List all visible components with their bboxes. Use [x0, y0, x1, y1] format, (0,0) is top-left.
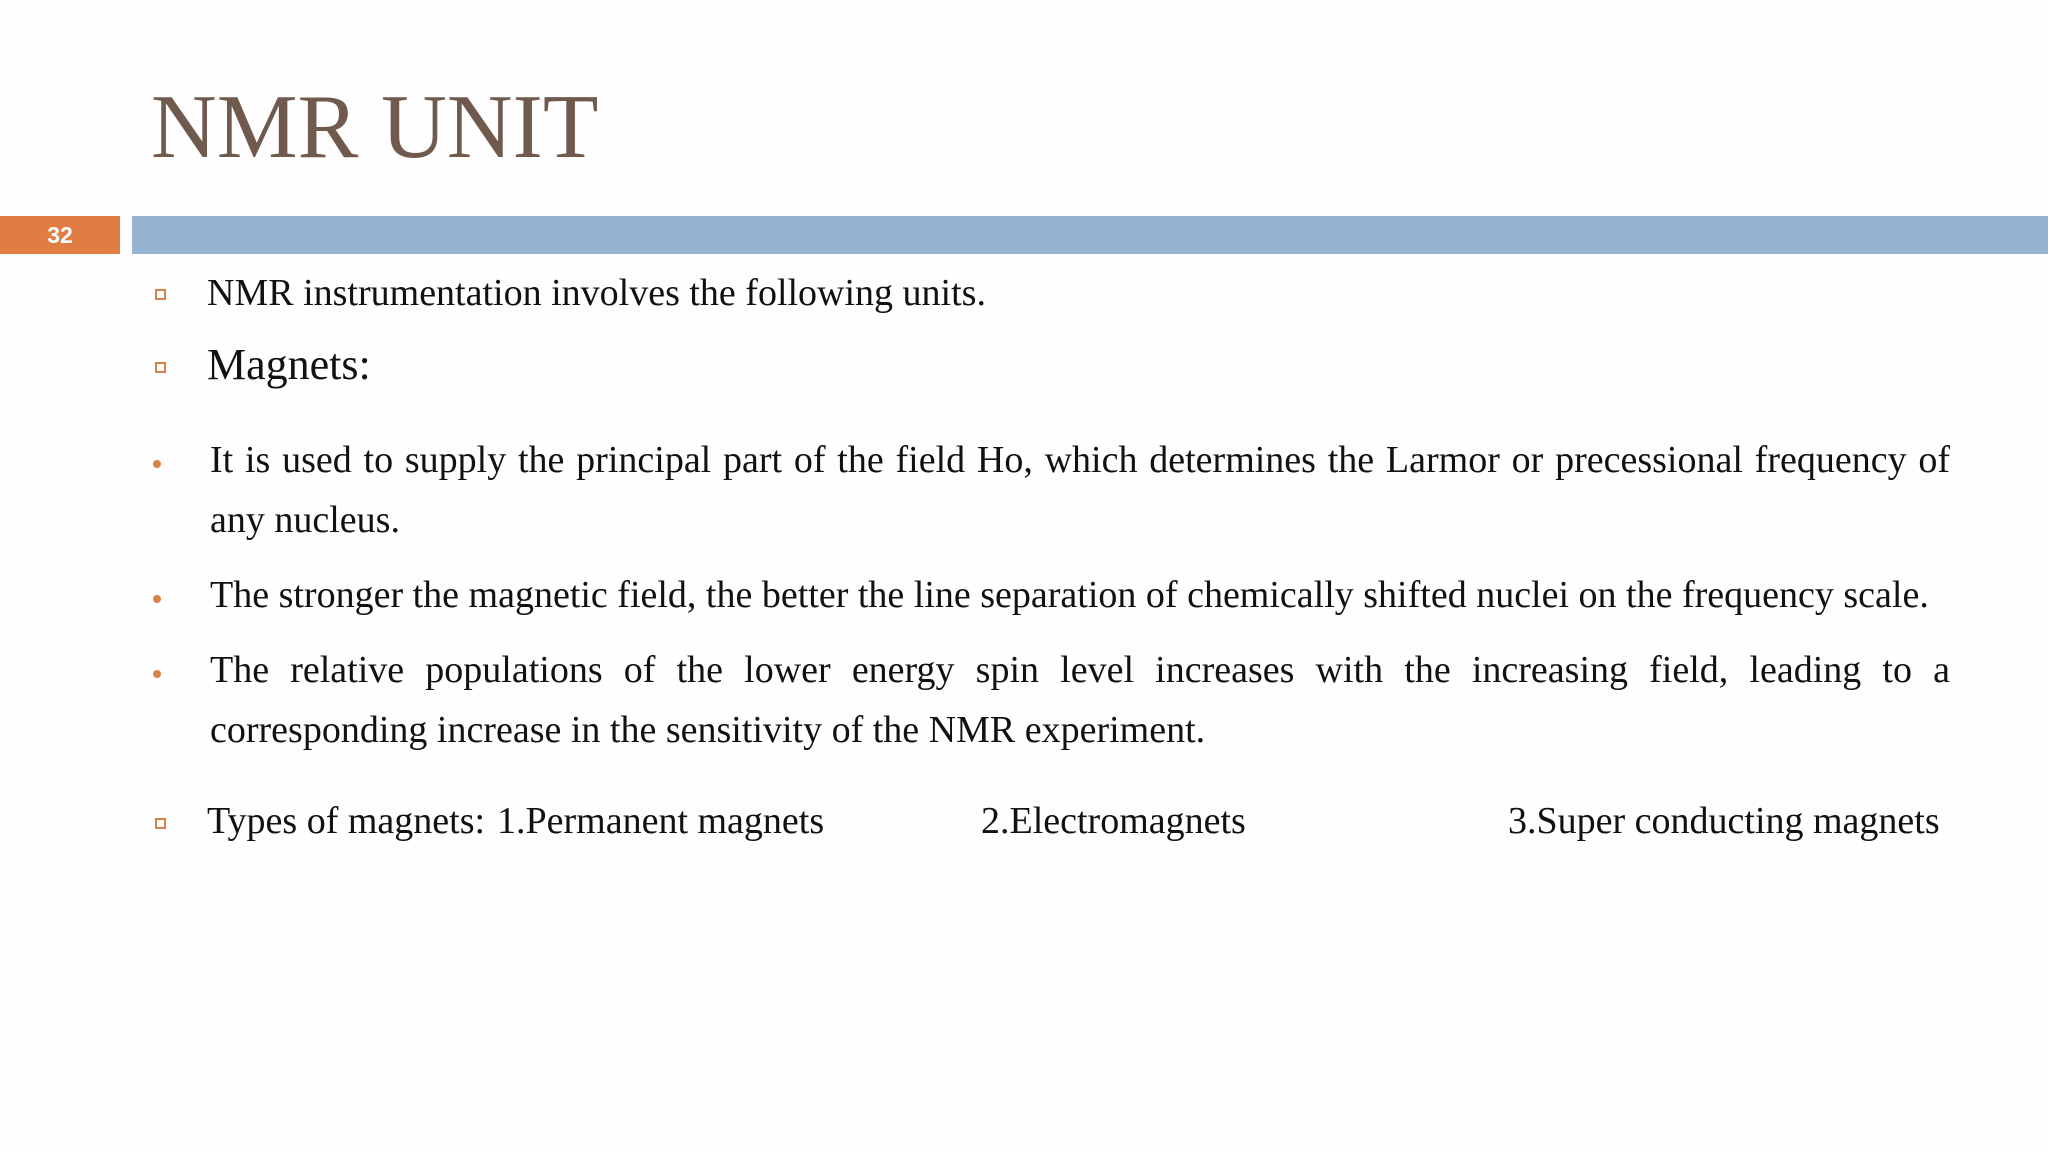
magnet-point-2: The stronger the magnetic field, the better the line separation of chemically shifted nuclei on the frequency scale. — [210, 574, 1929, 616]
magnet-types-label: Types of magnets: — [207, 800, 486, 842]
magnet-types-row — [207, 796, 2007, 846]
header-divider-bar — [132, 216, 2048, 254]
slide-title: NMR UNIT — [151, 76, 599, 177]
intro-bullet-text: NMR instrumentation involves the following units. — [207, 272, 986, 314]
magnets-heading: Magnets: — [207, 340, 371, 389]
square-bullet-icon — [155, 362, 166, 373]
magnet-point-3: The relative populations of the lower energy spin level increases with the increasing field, leading to a corresponding increase in the sensitivity of the NMR experiment. — [210, 649, 1950, 751]
dot-bullet-icon — [153, 670, 161, 678]
dot-bullet-icon — [153, 460, 161, 468]
magnet-type-electro: 2.Electromagnets — [981, 800, 1246, 842]
square-bullet-icon — [155, 289, 166, 300]
magnet-type-superconducting: 3.Super conducting magnets — [1508, 800, 1940, 842]
dot-bullet-icon — [153, 595, 161, 603]
magnet-point-1: It is used to supply the principal part of the field Ho, which determines the Larmor or precessional frequency of any nucleus. — [210, 439, 1950, 541]
magnet-type-permanent: 1.Permanent magnets — [497, 800, 825, 842]
page-number-badge: 32 — [0, 216, 120, 254]
square-bullet-icon — [155, 818, 166, 829]
